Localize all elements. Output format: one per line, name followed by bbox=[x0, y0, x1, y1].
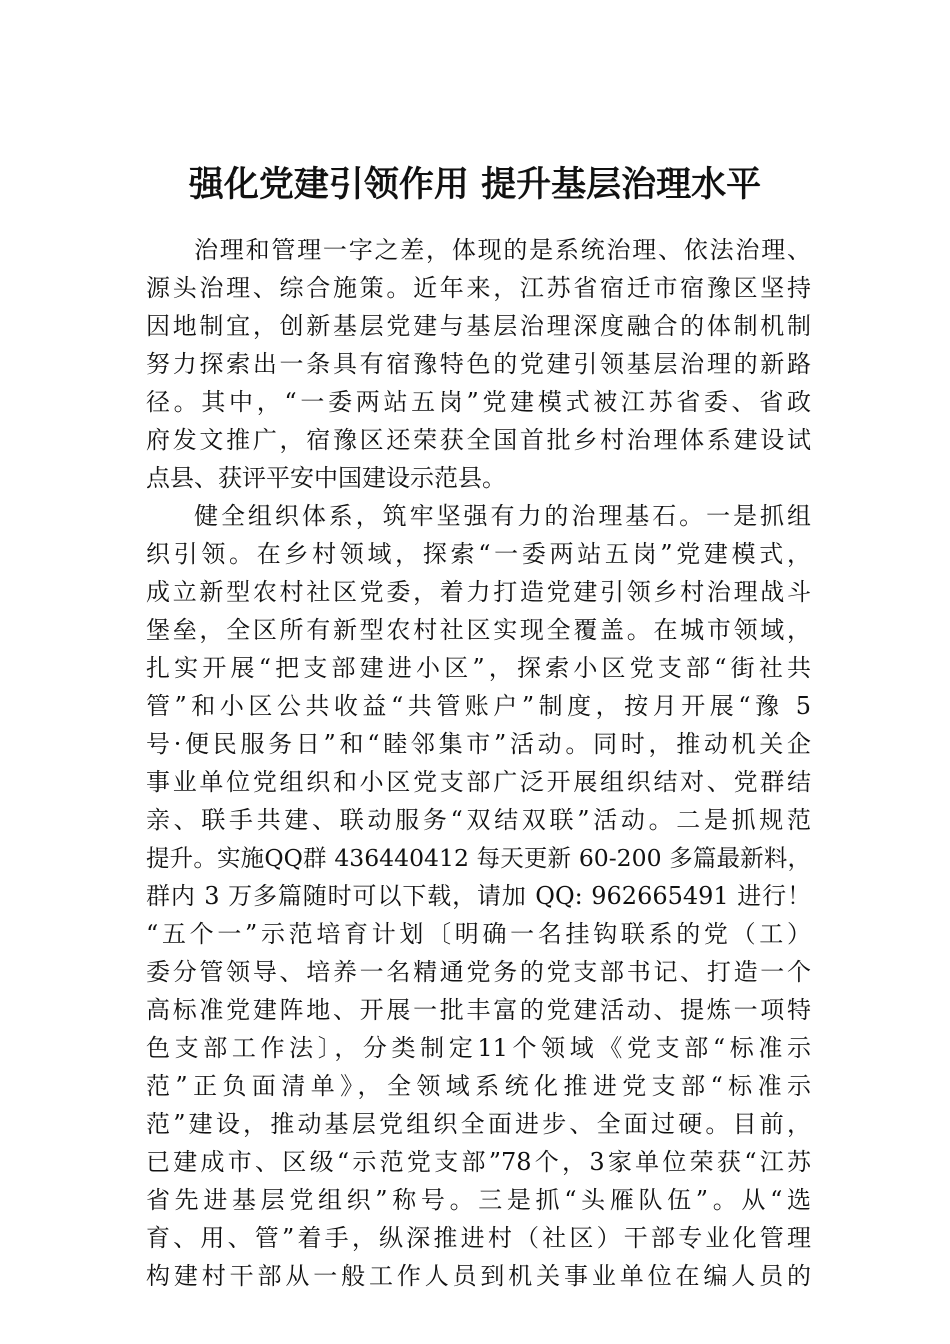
body-line: 构建村干部从一般工作人员到机关事业单位在编人员的 bbox=[146, 1262, 811, 1290]
body-line: 扎实开展“把支部建进小区”，探索小区党支部“街社共 bbox=[146, 654, 811, 682]
body-line: 委分管领导、培养一名精通党务的党支部书记、打造一个 bbox=[146, 958, 811, 986]
document-body bbox=[146, 231, 811, 1295]
body-line: 号·便民服务日”和“睦邻集市”活动。同时，推动机关企 bbox=[146, 730, 811, 758]
body-line: 源头治理、综合施策。近年来，江苏省宿迁市宿豫区坚持 bbox=[146, 274, 811, 302]
body-line: 育、用、管”着手，纵深推进村（社区）干部专业化管理 bbox=[146, 1224, 811, 1252]
body-line: 织引领。在乡村领域，探索“一委两站五岗”党建模式， bbox=[146, 540, 811, 568]
body-line: 府发文推广，宿豫区还荣获全国首批乡村治理体系建设试 bbox=[146, 426, 811, 454]
body-line: 径。其中，“一委两站五岗”党建模式被江苏省委、省政 bbox=[146, 388, 811, 416]
body-line: 色支部工作法〕，分类制定11个领域《党支部“标准示 bbox=[146, 1034, 811, 1062]
body-line: 因地制宜，创新基层党建与基层治理深度融合的体制机制 bbox=[146, 312, 811, 340]
body-line: 事业单位党组织和小区党支部广泛开展组织结对、党群结 bbox=[146, 768, 811, 796]
body-line: “五个一”示范培育计划〔明确一名挂钩联系的党（工） bbox=[146, 920, 811, 948]
body-line: 省先进基层党组织”称号。三是抓“头雁队伍”。从“选 bbox=[146, 1186, 811, 1214]
body-line: 范”建设，推动基层党组织全面进步、全面过硬。目前， bbox=[146, 1110, 811, 1138]
body-line: 成立新型农村社区党委，着力打造党建引领乡村治理战斗 bbox=[146, 578, 811, 606]
body-line: 范”正负面清单》，全领域系统化推进党支部“标准示 bbox=[146, 1072, 811, 1100]
body-line: 亲、联手共建、联动服务“双结双联”活动。二是抓规范 bbox=[146, 806, 811, 834]
body-line: 高标准党建阵地、开展一批丰富的党建活动、提炼一项特 bbox=[146, 996, 811, 1024]
body-line: 健全组织体系，筑牢坚强有力的治理基石。一是抓组 bbox=[194, 502, 811, 530]
body-line: 管”和小区公共收益“共管账户”制度，按月开展“豫 5 bbox=[146, 692, 811, 720]
body-line: 努力探索出一条具有宿豫特色的党建引领基层治理的新路 bbox=[146, 350, 811, 378]
body-line: 群内 3 万多篇随时可以下载，请加 QQ: 962665491 进行！ bbox=[146, 882, 811, 910]
body-line: 治理和管理一字之差，体现的是系统治理、依法治理、 bbox=[194, 236, 811, 264]
body-line: 点县、获评平安中国建设示范县。 bbox=[146, 464, 506, 492]
body-line: 已建成市、区级“示范党支部”78个，3家单位荣获“江苏 bbox=[146, 1148, 811, 1176]
body-line: 堡垒，全区所有新型农村社区实现全覆盖。在城市领域， bbox=[146, 616, 811, 644]
document-title: 强化党建引领作用 提升基层治理水平 bbox=[188, 164, 762, 205]
body-line: 提升。实施QQ群 436440412 每天更新 60-200 多篇最新料， bbox=[146, 844, 811, 872]
